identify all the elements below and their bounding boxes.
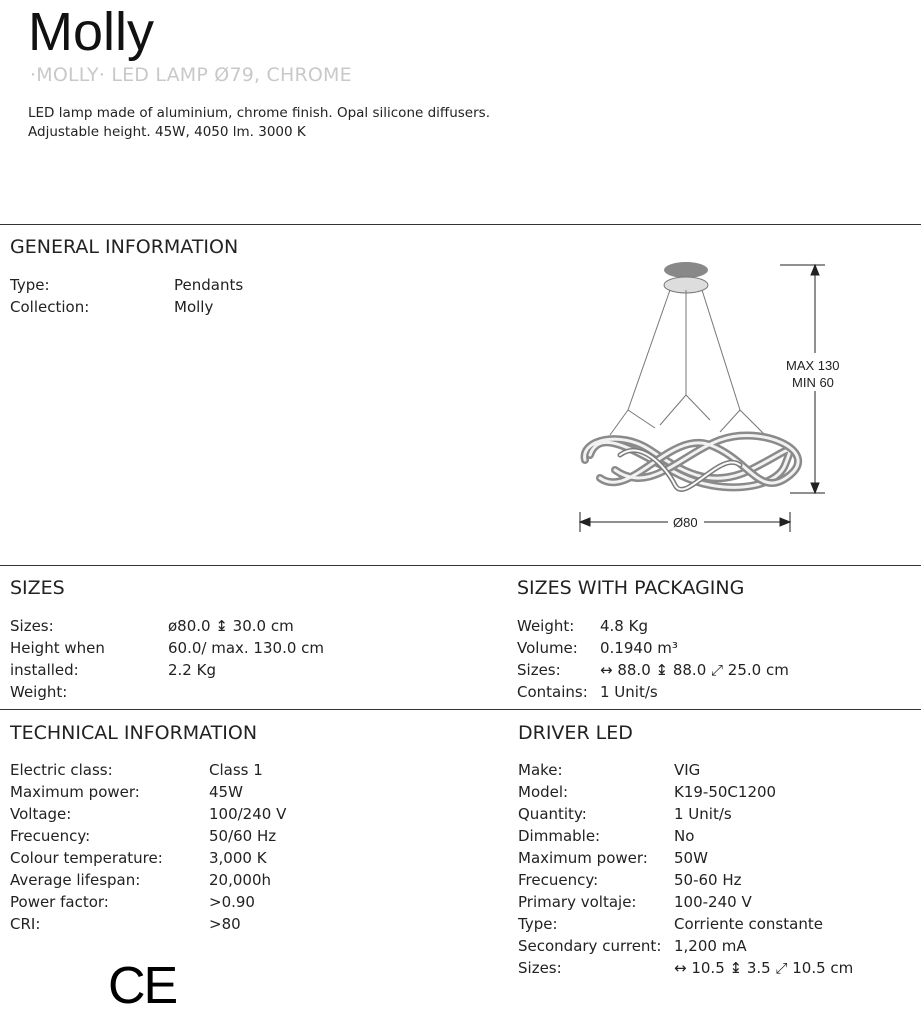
general-type-value: Pendants xyxy=(174,276,244,294)
general-table xyxy=(10,274,430,318)
packaging-heading: SIZES WITH PACKAGING xyxy=(517,577,745,599)
driver-label: Make: xyxy=(518,761,563,779)
driver-row xyxy=(518,891,913,913)
technical-table xyxy=(10,759,470,935)
driver-label: Model: xyxy=(518,783,569,801)
general-row-type xyxy=(10,274,430,296)
technical-heading: TECHNICAL INFORMATION xyxy=(10,722,258,744)
driver-value: 50-60 Hz xyxy=(674,871,742,889)
driver-label: Sizes: xyxy=(518,959,562,977)
technical-value: 3,000 K xyxy=(209,849,267,867)
sizes-values xyxy=(168,615,468,681)
packaging-weight-value: 4.8 Kg xyxy=(600,617,648,635)
driver-value: ↔ 10.5 ↨ 3.5 ⤢ 10.5 cm xyxy=(674,959,854,977)
technical-label: Electric class: xyxy=(10,761,113,779)
technical-value: Class 1 xyxy=(209,761,263,779)
sizes-value-weight: 2.2 Kg xyxy=(168,661,216,679)
technical-label: CRI: xyxy=(10,915,41,933)
technical-row xyxy=(10,781,470,803)
technical-value: 50/60 Hz xyxy=(209,827,277,845)
packaging-volume-label: Volume: xyxy=(517,639,578,657)
height-min-label: MIN 60 xyxy=(792,375,834,390)
suspension-cables xyxy=(610,290,765,435)
height-max-label: MAX 130 xyxy=(786,358,840,373)
driver-value: VIG xyxy=(674,761,701,779)
lamp-dimension-diagram xyxy=(560,250,860,550)
technical-row xyxy=(10,759,470,781)
technical-label: Maximum power: xyxy=(10,783,140,801)
packaging-row xyxy=(517,681,907,703)
driver-label: Dimmable: xyxy=(518,827,601,845)
driver-label: Frecuency: xyxy=(518,871,599,889)
technical-value: 20,000h xyxy=(209,871,271,889)
product-title: Molly xyxy=(28,2,155,62)
driver-label: Primary voltaje: xyxy=(518,893,637,911)
product-description xyxy=(28,104,548,142)
technical-label: Colour temperature: xyxy=(10,849,163,867)
driver-value: No xyxy=(674,827,695,845)
divider-technical xyxy=(0,709,921,710)
driver-value: 1,200 mA xyxy=(674,937,747,955)
sizes-label-sizes: Sizes: xyxy=(10,617,54,635)
driver-row xyxy=(518,847,913,869)
product-subtitle: ·MOLLY· LED LAMP Ø79, CHROME xyxy=(30,64,352,86)
sizes-label-height: Height when xyxy=(10,639,105,657)
driver-label: Maximum power: xyxy=(518,849,648,867)
driver-row xyxy=(518,759,913,781)
driver-row xyxy=(518,869,913,891)
driver-value: 100-240 V xyxy=(674,893,752,911)
driver-row xyxy=(518,935,913,957)
technical-label: Power factor: xyxy=(10,893,109,911)
general-collection-label: Collection: xyxy=(10,298,90,316)
driver-row xyxy=(518,825,913,847)
driver-value: K19-50C1200 xyxy=(674,783,777,801)
technical-row xyxy=(10,869,470,891)
driver-label: Quantity: xyxy=(518,805,587,823)
divider-sizes xyxy=(0,565,921,566)
sizes-heading: SIZES xyxy=(10,577,65,599)
packaging-row xyxy=(517,659,907,681)
width-label: Ø80 xyxy=(673,515,698,530)
description-line-1: LED lamp made of aluminium, chrome finish. Opal silicone diffusers. xyxy=(28,105,490,121)
packaging-sizes-value: ↔ 88.0 ↨ 88.0 ⤢ 25.0 cm xyxy=(600,661,789,679)
technical-label: Frecuency: xyxy=(10,827,91,845)
sizes-value-height: 60.0/ max. 130.0 cm xyxy=(168,639,325,657)
technical-value: 100/240 V xyxy=(209,805,287,823)
driver-heading: DRIVER LED xyxy=(518,722,633,744)
technical-label: Average lifespan: xyxy=(10,871,141,889)
technical-label: Voltage: xyxy=(10,805,72,823)
driver-row xyxy=(518,803,913,825)
driver-row xyxy=(518,913,913,935)
technical-row xyxy=(10,825,470,847)
technical-row xyxy=(10,803,470,825)
driver-value: 50W xyxy=(674,849,708,867)
packaging-contains-label: Contains: xyxy=(517,683,588,701)
sizes-label-weight: Weight: xyxy=(10,683,68,701)
driver-value: 1 Unit/s xyxy=(674,805,732,823)
ceiling-canopy xyxy=(664,262,708,278)
packaging-row xyxy=(517,637,907,659)
sizes-label-installed: installed: xyxy=(10,661,79,679)
packaging-volume-value: 0.1940 m³ xyxy=(600,639,678,657)
packaging-weight-label: Weight: xyxy=(517,617,575,635)
technical-value: >0.90 xyxy=(209,893,255,911)
packaging-row xyxy=(517,615,907,637)
technical-row xyxy=(10,847,470,869)
general-collection-value: Molly xyxy=(174,298,214,316)
ce-certification-mark: CE xyxy=(108,957,177,1015)
divider-general xyxy=(0,224,921,225)
description-line-2: Adjustable height. 45W, 4050 lm. 3000 K xyxy=(28,124,306,140)
driver-label: Type: xyxy=(518,915,558,933)
driver-row xyxy=(518,957,913,979)
packaging-contains-value: 1 Unit/s xyxy=(600,683,658,701)
driver-table xyxy=(518,759,913,979)
packaging-sizes-label: Sizes: xyxy=(517,661,561,679)
sizes-value-dimensions: ø80.0 ↨ 30.0 cm xyxy=(168,617,294,635)
sizes-labels xyxy=(10,615,160,703)
technical-row xyxy=(10,891,470,913)
general-heading: GENERAL INFORMATION xyxy=(10,236,239,258)
driver-row xyxy=(518,781,913,803)
driver-value: Corriente constante xyxy=(674,915,823,933)
technical-value: 45W xyxy=(209,783,243,801)
technical-row xyxy=(10,913,470,935)
lamp-body xyxy=(585,435,799,489)
driver-label: Secondary current: xyxy=(518,937,662,955)
packaging-table xyxy=(517,615,907,703)
general-type-label: Type: xyxy=(10,276,50,294)
technical-value: >80 xyxy=(209,915,241,933)
general-row-collection xyxy=(10,296,430,318)
